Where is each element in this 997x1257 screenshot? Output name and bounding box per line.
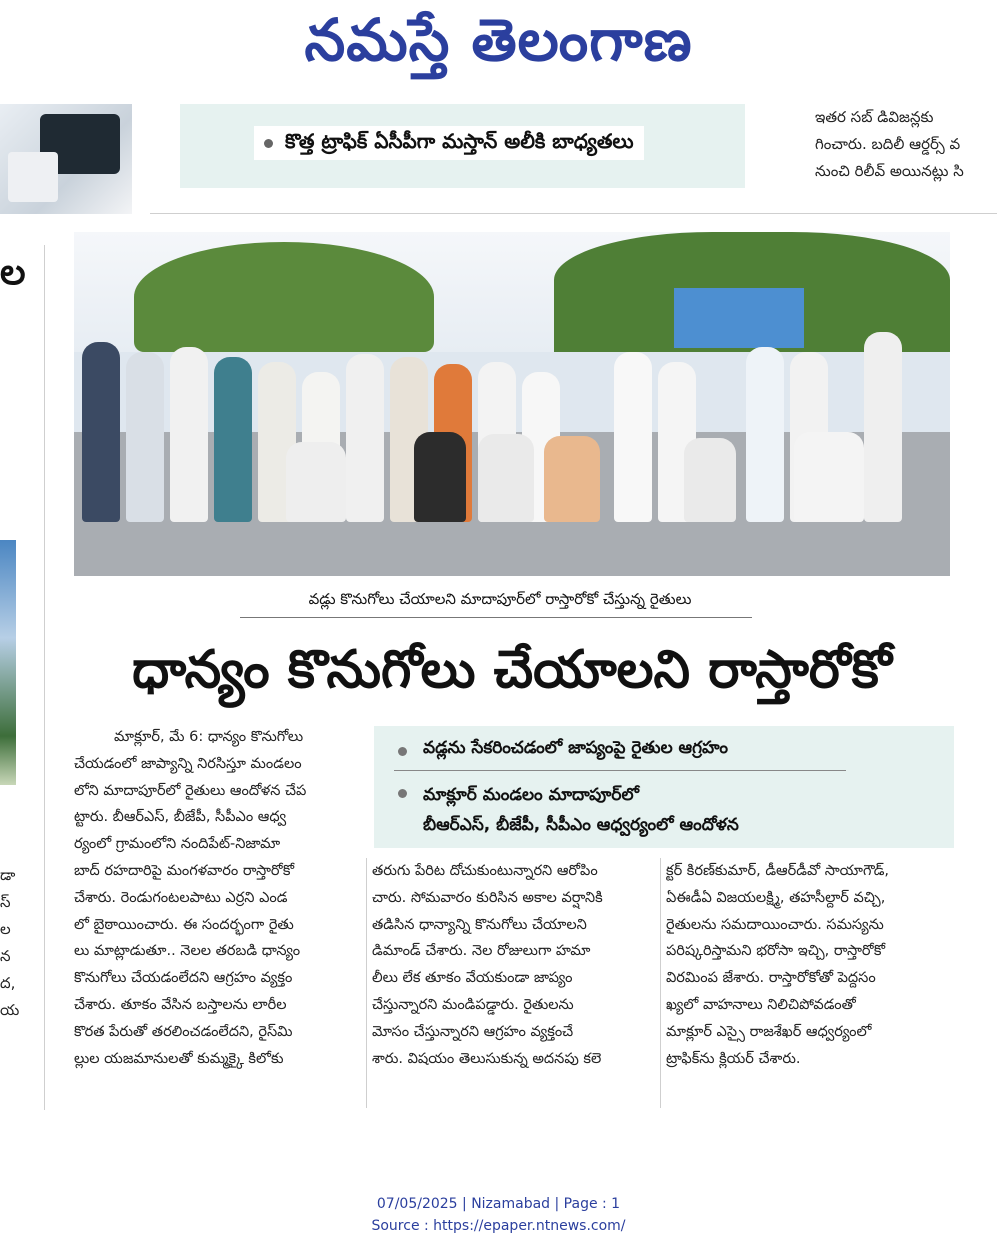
top-bullet-text: కొత్త ట్రాఫిక్ ఏసీపీగా మస్తాన్ అలీకి బాధ్యతలు (285, 128, 634, 153)
text-line: య (0, 1001, 20, 1019)
text-line: డిమాండ్ చేశారు. నెల రోజులుగా హమా (372, 943, 591, 960)
text-line: విరమింప జేశారు. రాస్తారోకోతో పెద్దసం (666, 970, 876, 987)
text-line: నుంచి రిలీవ్ అయినట్లు సి (815, 162, 964, 180)
text-line: తరుగు పేరిట దోచుకుంటున్నారని ఆరోపిం (372, 863, 598, 879)
page-footer (0, 1193, 997, 1237)
text-line: మాక్లూర్ ఎస్సై రాజశేఖర్ ఆధ్వర్యంలో (666, 1023, 872, 1040)
highlight-item (398, 780, 739, 840)
text-line: మాక్లూర్, మే 6: ధాన్యం కొనుగోలు (114, 729, 304, 745)
text-line: బాద్ రహదారిపై మంగళవారం రాస్తారోకో (74, 862, 295, 879)
top-right-article-fragment (815, 104, 997, 184)
news-photo (74, 232, 950, 576)
left-photo-fragment (0, 540, 16, 785)
text-line: ఇతర సబ్ డివిజన్లకు (815, 108, 934, 126)
bullet-icon (398, 747, 407, 756)
bullet-icon (264, 139, 273, 148)
text-line: డా (0, 866, 16, 884)
text-line: ర్యంలో గ్రామంలోని నందిపేట్-నిజామా (74, 836, 281, 853)
text-line: స్ (0, 893, 11, 911)
text-line: కొరత పేరుతో తరలించడంలేదని, రైస్‌మి (74, 1023, 293, 1040)
text-line: ఖ్యలో వాహనాలు నిలిచిపోవడంతో (666, 996, 856, 1013)
highlight-line: బీఆర్‌ఎస్, బీజేపీ, సీపీఎం ఆధ్వర్యంలో ఆందోళన (423, 815, 739, 835)
text-line: ల (0, 920, 11, 938)
highlights-box (374, 726, 954, 848)
text-line: కొనుగోలు చేయడంలేదని ఆగ్రహం వ్యక్తం (74, 970, 293, 987)
text-line: ట్రాఫిక్‌ను క్లియర్ చేశారు. (666, 1050, 801, 1067)
text-line: ల్లుల యజమానులతో కుమ్మక్కై కిలోకు (74, 1050, 284, 1067)
highlight-item (398, 738, 728, 762)
text-line: చేయడంలో జాప్యాన్ని నిరసిస్తూ మండలం (74, 755, 302, 772)
text-line: శారు. విషయం తెలుసుకున్న అదనపు కలె (372, 1050, 602, 1067)
highlight-line: మాక్లూర్ మండలం మాదాపూర్‌లో (423, 785, 639, 805)
highlight-text (423, 780, 739, 840)
column-divider (366, 858, 367, 1108)
text-line: తడిసిన ధాన్యాన్ని కొనుగోలు చేయాలని (372, 916, 587, 933)
top-highlight-box (180, 104, 745, 188)
article-column-2 (372, 858, 656, 1072)
article-column-1 (74, 724, 364, 1072)
text-line: క్టర్ కిరణ్‌కుమార్, డీఆర్‌డీవో సాయాగౌడ్, (666, 863, 890, 879)
footer-source-link[interactable]: Source : https://epaper.ntnews.com/ (371, 1218, 626, 1234)
text-line: లీలు లేక తూకం వేయకుండా జాప్యం (372, 970, 573, 987)
divider (394, 770, 846, 771)
footer-edition-info: 07/05/2025 | Nizamabad | Page : 1 (376, 1196, 621, 1212)
text-line: రైతులను సమదాయించారు. సమస్యను (666, 916, 884, 933)
divider (150, 213, 997, 214)
text-line: చారు. సోమవారం కురిసిన అకాల వర్షానికి (372, 889, 603, 906)
text-line: మోసం చేస్తున్నారని ఆగ్రహం వ్యక్తంచే (372, 1023, 574, 1040)
text-line: న (0, 947, 11, 965)
top-left-photo-fragment (0, 104, 132, 214)
column-divider (660, 858, 661, 1108)
text-line: చేశారు. రెండుగంటలపాటు ఎర్రని ఎండ (74, 889, 288, 906)
caption-underline (240, 617, 752, 618)
text-line: చేశారు. తూకం వేసిన బస్తాలను లారీల (74, 996, 287, 1013)
article-headline: ధాన్యం కొనుగోలు చేయాలని రాస్తారోకో (132, 640, 892, 700)
text-line: లో బైఠాయించారు. ఈ సందర్భంగా రైతు (74, 916, 294, 933)
text-line: పరిష్కరిస్తామని భరోసా ఇచ్చి, రాస్తారోకో (666, 943, 886, 960)
left-headline-fragment: ల (0, 252, 26, 293)
text-line: ద, (0, 974, 16, 992)
text-line: చేస్తున్నారని మండిపడ్డారు. రైతులను (372, 996, 574, 1013)
top-bullet-item (254, 126, 644, 160)
newspaper-logo-title: నమస్తే తెలంగాణ (304, 6, 693, 74)
photo-caption: వడ్లు కొనుగోలు చేయాలని మాదాపూర్‌లో రాస్తారోకో చేస్తున్న రైతులు (308, 590, 692, 608)
article-column-3 (666, 858, 954, 1072)
left-article-fragment (0, 862, 20, 1024)
crowd-figures (74, 322, 950, 522)
masthead (0, 0, 997, 96)
highlight-text: వడ్లను సేకరించడంలో జాప్యంపై రైతుల ఆగ్రహం (423, 738, 729, 758)
text-line: లు మాట్లాడుతూ.. నెలల తరబడి ధాన్యం (74, 943, 301, 960)
text-line: గించారు. బదిలీ ఆర్డర్స్ వ (815, 135, 961, 153)
bullet-icon (398, 789, 407, 798)
text-line: ఏఈడీఏ విజయలక్ష్మి, తహసీల్దార్ వచ్చి, (666, 889, 886, 906)
text-line: లోని మాదాపూర్‌లో రైతులు ఆందోళన చేప (74, 782, 307, 799)
column-divider (44, 245, 45, 1110)
text-line: ట్టారు. బీఆర్‌ఎస్, బీజేపీ, సీపీఎం ఆధ్వ (74, 809, 287, 826)
